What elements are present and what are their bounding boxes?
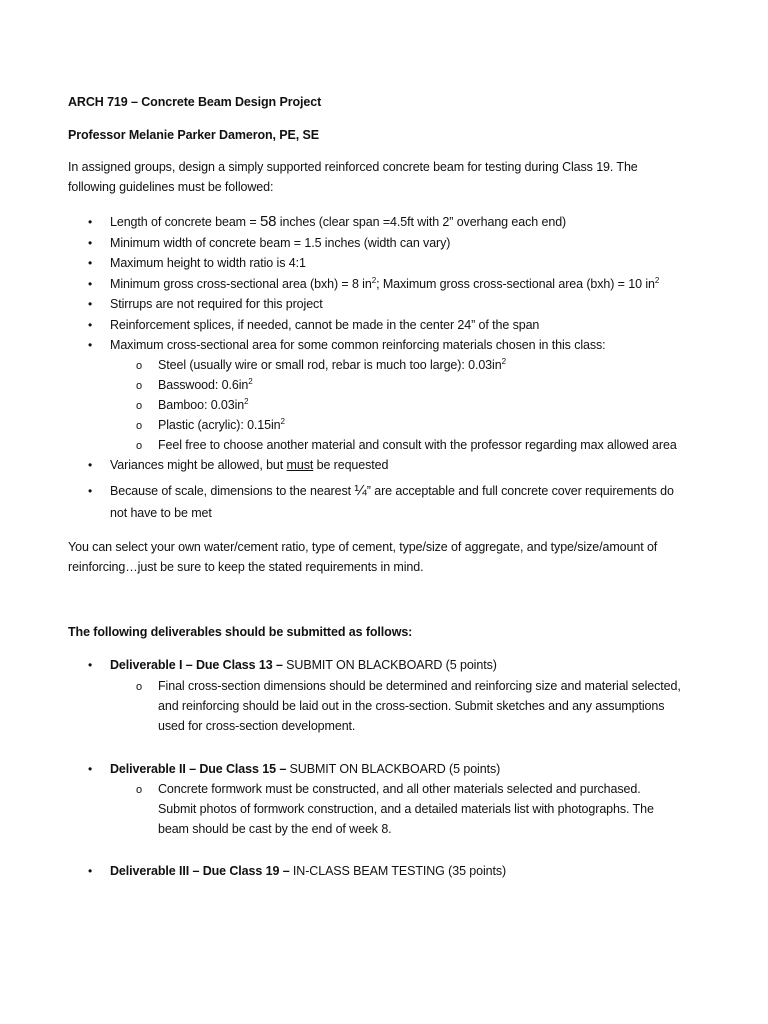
deliverable-title: Deliverable II – Due Class 15 – xyxy=(110,762,290,776)
selection-line-2: reinforcing…just be sure to keep the stated requirements in mind. xyxy=(68,560,424,574)
material-text: Plastic (acrylic): 0.15in xyxy=(158,418,281,432)
guideline-text: Maximum cross-sectional area for some common reinforcing materials chosen in this class: xyxy=(110,338,606,352)
superscript: 2 xyxy=(654,275,660,285)
deliverable-2-desc-3: beam should be cast by the end of week 8. xyxy=(158,822,392,836)
deliverable-1-desc-3: used for cross-section development. xyxy=(158,719,356,733)
deliverable-2 xyxy=(88,759,500,779)
sub-bullet-icon: o xyxy=(136,440,143,452)
material-text: Feel free to choose another material and consult with the professor regarding max allowed area xyxy=(158,438,677,452)
material-other xyxy=(136,435,677,456)
sub-bullet-icon: o xyxy=(136,420,143,432)
superscript: 2 xyxy=(371,275,377,285)
deliverable-detail: SUBMIT ON BLACKBOARD (5 points) xyxy=(286,658,497,672)
deliverable-title: Deliverable I – Due Class 13 – xyxy=(110,658,287,672)
quarter-fraction: ¼ xyxy=(354,482,367,499)
deliverable-detail: SUBMIT ON BLACKBOARD (5 points) xyxy=(289,762,501,776)
guideline-scale xyxy=(88,481,674,501)
intro-line-2: following guidelines must be followed: xyxy=(68,180,274,194)
professor-name: Professor Melanie Parker Dameron, PE, SE xyxy=(68,128,319,142)
guideline-scale-continued: not have to be met xyxy=(110,506,212,520)
sub-bullet-icon: o xyxy=(136,784,143,796)
deliverable-1-desc xyxy=(136,676,681,697)
deliverable-text: Concrete formwork must be constructed, and all other materials selected and purchased. xyxy=(158,782,641,796)
sub-bullet-icon: o xyxy=(136,681,143,693)
bullet-icon: • xyxy=(88,338,93,352)
superscript: 2 xyxy=(244,396,249,406)
superscript: 2 xyxy=(248,376,253,386)
underlined-must: must xyxy=(286,458,314,472)
bullet-icon: • xyxy=(88,864,93,878)
deliverable-text: Final cross-section dimensions should be determined and reinforcing size and material selected, xyxy=(158,679,681,693)
guideline-beam-length xyxy=(88,212,566,232)
guideline-text: Stirrups are not required for this project xyxy=(110,297,323,311)
beam-length-value: 58 xyxy=(259,213,277,230)
bullet-icon: • xyxy=(88,318,93,332)
bullet-icon: • xyxy=(88,256,93,270)
deliverable-3 xyxy=(88,861,506,881)
guideline-variances xyxy=(88,455,388,475)
guideline-height-ratio xyxy=(88,253,306,273)
guideline-text: Minimum width of concrete beam = 1.5 inches (width can vary) xyxy=(110,236,451,250)
guideline-stirrups xyxy=(88,294,323,314)
guideline-text: inches (clear span =4.5ft with 2” overhang each end) xyxy=(276,215,567,229)
sub-bullet-icon: o xyxy=(136,360,143,372)
material-text: Bamboo: 0.03in xyxy=(158,398,245,412)
guideline-text: Reinforcement splices, if needed, cannot be made in the center 24” of the span xyxy=(110,318,540,332)
guideline-gross-area xyxy=(88,274,659,294)
superscript: 2 xyxy=(501,356,506,366)
material-steel xyxy=(136,355,506,376)
material-text: Steel (usually wire or small rod, rebar is much too large): 0.03in xyxy=(158,358,502,372)
material-bamboo xyxy=(136,395,249,416)
bullet-icon: • xyxy=(88,215,93,229)
guideline-text: ” are acceptable and full concrete cover requirements do xyxy=(366,484,674,498)
sub-bullet-icon: o xyxy=(136,400,143,412)
bullet-icon: • xyxy=(88,762,93,776)
sub-bullet-icon: o xyxy=(136,380,143,392)
bullet-icon: • xyxy=(88,297,93,311)
deliverable-detail: IN-CLASS BEAM TESTING (35 points) xyxy=(292,864,507,878)
deliverable-title: Deliverable III – Due Class 19 – xyxy=(110,864,293,878)
bullet-icon: • xyxy=(88,458,93,472)
superscript: 2 xyxy=(280,416,285,426)
guideline-max-area xyxy=(88,335,606,355)
guideline-text: ; Maximum gross cross-sectional area (bxh) = 10 in xyxy=(376,277,655,291)
intro-line-1: In assigned groups, design a simply supported reinforced concrete beam for testing during Class 19. The xyxy=(68,160,638,174)
bullet-icon: • xyxy=(88,484,93,498)
guideline-min-width xyxy=(88,233,450,253)
course-title: ARCH 719 – Concrete Beam Design Project xyxy=(68,95,322,109)
guideline-splices xyxy=(88,315,539,335)
deliverables-heading: The following deliverables should be submitted as follows: xyxy=(68,625,413,639)
selection-line-1: You can select your own water/cement ratio, type of cement, type/size of aggregate, and type/size/amount of xyxy=(68,540,658,554)
bullet-icon: • xyxy=(88,658,93,672)
guideline-text: be requested xyxy=(313,458,389,472)
guideline-text: Maximum height to width ratio is 4:1 xyxy=(110,256,306,270)
deliverable-1-desc-2: and reinforcing should be laid out in the cross-section. Submit sketches and any assumptions xyxy=(158,699,665,713)
bullet-icon: • xyxy=(88,236,93,250)
guideline-text: Because of scale, dimensions to the nearest xyxy=(110,484,355,498)
material-plastic xyxy=(136,415,285,436)
guideline-text: Variances might be allowed, but xyxy=(110,458,287,472)
material-basswood xyxy=(136,375,253,396)
material-text: Basswood: 0.6in xyxy=(158,378,249,392)
guideline-text: Length of concrete beam = xyxy=(110,215,260,229)
deliverable-1 xyxy=(88,655,497,675)
guideline-text: Minimum gross cross-sectional area (bxh) = 8 in xyxy=(110,277,372,291)
deliverable-2-desc-2: Submit photos of formwork construction, and a detailed materials list with photographs. The xyxy=(158,802,654,816)
bullet-icon: • xyxy=(88,277,93,291)
deliverable-2-desc xyxy=(136,779,641,800)
